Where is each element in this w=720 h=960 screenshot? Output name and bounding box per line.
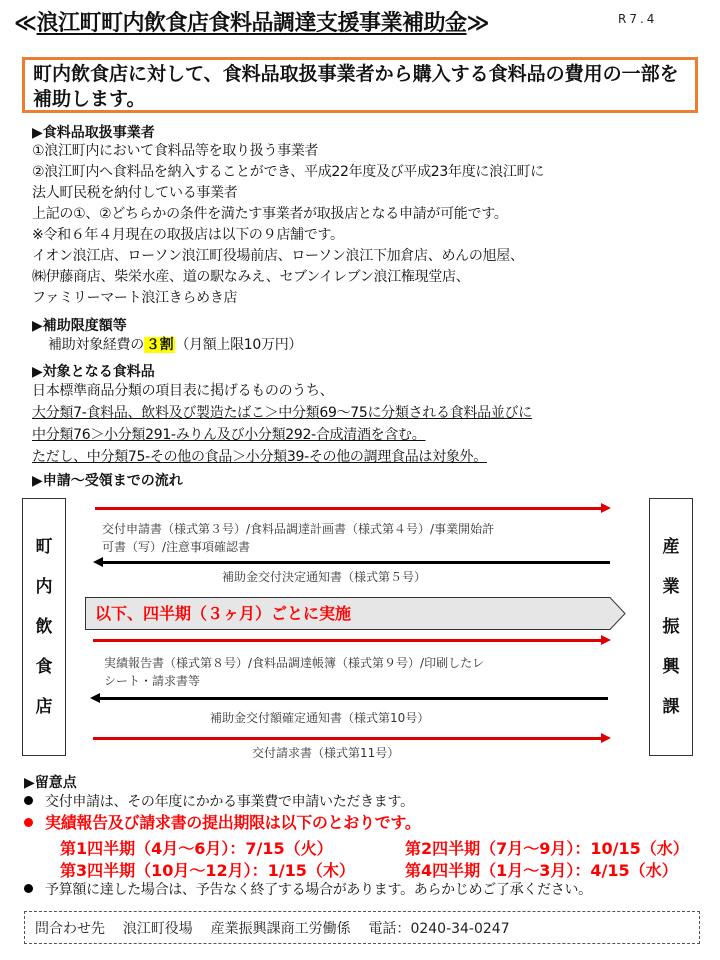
step5-text: 交付請求書（様式第11号） xyxy=(252,746,400,760)
applicant-char: 飲 xyxy=(35,617,53,637)
contact-phone[interactable]: 0240-34-0247 xyxy=(410,921,510,937)
department-char: 興 xyxy=(662,657,680,677)
note-item-1 xyxy=(24,792,414,812)
deadline-period: 第3四半期（10月～12月） xyxy=(60,861,252,880)
bullet-icon xyxy=(24,818,33,827)
note-item-3-text: 予算額に達した場合は、予告なく終了する場合があります。あらかじめご了承ください。 xyxy=(45,882,592,898)
banner-label: 以下、四半期（３ヶ月）ごとに実施 xyxy=(95,604,352,623)
deadline-date: ：4/15（水） xyxy=(574,861,678,880)
limit-prefix: 補助対象経費の xyxy=(48,337,144,353)
department-char: 振 xyxy=(662,617,680,637)
dealers-heading: ▶食料品取扱事業者 xyxy=(32,125,155,141)
deadline-period: 第1四半期（4月～6月） xyxy=(60,839,230,858)
arrow-right-icon xyxy=(93,737,603,740)
bullet-icon xyxy=(24,884,33,893)
note-item-2 xyxy=(24,813,421,833)
applicant-char: 町 xyxy=(35,537,53,557)
deadline-period: 第2四半期（7月～9月） xyxy=(405,839,575,858)
department-char: 課 xyxy=(662,697,680,717)
arrow-right-icon xyxy=(93,639,603,642)
dealers-line-7: ㈱伊藤商店、柴栄水産、道の駅なみえ、セブンイレブン浪江権現堂店、 xyxy=(32,269,470,285)
deadline-q3 xyxy=(60,858,355,881)
limit-heading: ▶補助限度額等 xyxy=(32,318,127,334)
applicant-char: 食 xyxy=(35,657,53,677)
department-char: 産 xyxy=(662,537,680,557)
dealers-line-3: 法人町民税を納付している事業者 xyxy=(32,185,238,201)
dealers-line-1: ①浪江町内において食料品等を取り扱う事業者 xyxy=(32,143,319,159)
applicant-box xyxy=(22,498,66,756)
bullet-icon xyxy=(24,796,33,805)
contact-office: 浪江町役場 xyxy=(122,921,193,937)
deadline-q2 xyxy=(405,836,689,859)
limit-highlight: ３割 xyxy=(145,337,174,353)
arrow-left-icon xyxy=(101,561,610,564)
step3-text-1: 実績報告書（様式第８号）/食料品調達帳簿（様式第９号）/印刷したレ xyxy=(104,656,485,670)
note-item-2-text: 実績報告及び請求書の提出期限は以下のとおりです。 xyxy=(45,813,421,832)
foods-line-1: 大分類7-食料品、飲料及び製造たばこ＞中分類69～75に分類される食料品並びに xyxy=(32,405,532,421)
contact-box xyxy=(24,911,700,944)
page-title xyxy=(14,6,489,37)
foods-line-3: ただし、中分類75-その他の食品＞小分類39-その他の調理食品は対象外。 xyxy=(32,449,487,465)
step2-text: 補助金交付決定通知書（様式第５号） xyxy=(222,570,427,584)
title-text: 浪江町町内飲食店食料品調達支援事業補助金 xyxy=(36,11,467,36)
limit-text xyxy=(48,335,302,355)
deadline-q1 xyxy=(60,836,333,859)
dealers-line-8: ファミリーマート浪江きらめき店 xyxy=(32,290,238,306)
dealers-line-4: 上記の①、②どちらかの条件を満たす事業者が取扱店となる申請が可能です。 xyxy=(32,206,508,222)
step4-text: 補助金交付額確定通知書（様式第10号） xyxy=(210,711,430,725)
step1-text-1: 交付申請書（様式第３号）/食料品調達計画書（様式第４号）/事業開始許 xyxy=(102,522,495,536)
contact-section: 産業振興課商工労働係 xyxy=(210,921,351,937)
department-box xyxy=(649,498,693,756)
title-open-bracket: ≪ xyxy=(14,11,37,36)
contact-phone-label: 電話： xyxy=(368,921,411,937)
limit-suffix: （月額上限10万円） xyxy=(175,337,303,353)
dealers-line-2: ②浪江町内へ食料品を納入することができ、平成22年度及び平成23年度に浪江町に xyxy=(32,164,544,180)
deadline-date: ：7/15（火） xyxy=(229,839,333,858)
notes-heading: ▶留意点 xyxy=(24,775,77,791)
quarterly-banner xyxy=(85,597,625,629)
applicant-char: 内 xyxy=(35,577,53,597)
contact-label: 問合わせ先 xyxy=(35,921,105,937)
deadline-date: ：1/15（木） xyxy=(251,861,355,880)
deadline-q4 xyxy=(405,858,678,881)
foods-line-2: 中分類76＞小分類291-みりん及び小分類292-合成清酒を含む。 xyxy=(32,427,426,443)
deadline-date: ：10/15（水） xyxy=(574,839,689,858)
note-item-3 xyxy=(24,880,592,900)
department-char: 業 xyxy=(662,577,680,597)
step1-text-2: 可書（写）/注意事項確認書 xyxy=(102,540,251,554)
foods-intro: 日本標準商品分類の項目表に掲げるもののうち、 xyxy=(32,383,334,399)
lead-box: 町内飲食店に対して、食料品取扱事業者から購入する食料品の費用の一部を補助します。 xyxy=(22,57,698,113)
dealers-line-6: イオン浪江店、ローソン浪江町役場前店、ローソン浪江下加倉店、めんの旭屋、 xyxy=(32,248,524,264)
arrow-left-icon xyxy=(98,697,608,700)
applicant-char: 店 xyxy=(35,697,53,717)
title-close-bracket: ≫ xyxy=(466,11,490,36)
dealers-line-5: ※令和６年４月現在の取扱店は以下の９店舗です。 xyxy=(32,227,344,243)
arrow-right-icon xyxy=(95,507,603,510)
deadline-period: 第4四半期（1月～3月） xyxy=(405,861,575,880)
flow-heading: ▶申請～受領までの流れ xyxy=(32,473,183,489)
issue-date: R7.4 xyxy=(618,12,658,26)
foods-heading: ▶対象となる食料品 xyxy=(32,364,155,380)
note-item-1-text: 交付申請は、その年度にかかる事業費で申請いただきます。 xyxy=(45,794,414,810)
step3-text-2: シート・請求書等 xyxy=(104,674,201,688)
